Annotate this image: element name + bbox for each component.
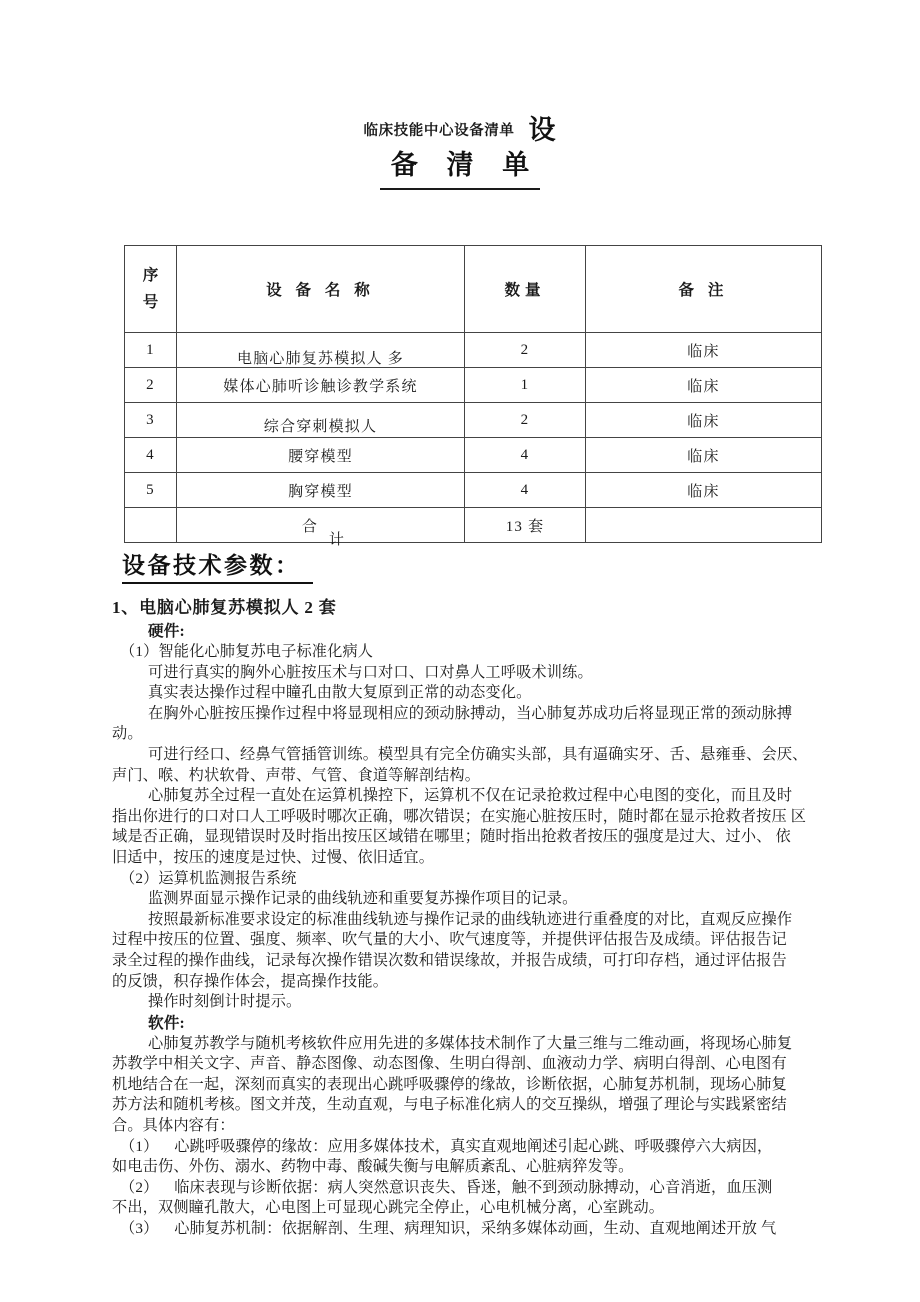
hardware-point-1-line-c: 在胸外心脏按压操作过程中将显现相应的颈动脉搏动，当心肺复苏成功后将显现正常的颈动脉搏 (148, 704, 793, 722)
cell-name: 媒体心肺听诊触诊教学系统 (177, 368, 465, 403)
header-cell-qty: 数量 (465, 246, 586, 333)
cell-note: 临床 (586, 368, 822, 403)
software-line-a2: 苏教学中相关文字、声音、静态图像、动态图像、生明白得剖、血液动力学、病明白得剖、心电图有 (112, 1055, 787, 1073)
title-inline-char: 设 (528, 115, 557, 145)
software-point-2: （2） 临床表现与诊断依据：病人突然意识丧失、昏迷，触不到颈动脉搏动，心音消逝，血压测 (120, 1178, 773, 1196)
section-heading: 设备技术参数： (122, 552, 313, 584)
hardware-point-1-line-d: 可进行经口、经鼻气管插管训练。模型具有完全仿确实头部，具有逼确实牙、舌、悬雍垂、会厌、 (148, 745, 808, 763)
total-qty: 13 套 (465, 508, 586, 543)
software-point-1-line-b: 如电击伤、外伤、溺水、药物中毒、酸碱失衡与电解质紊乱、心脏病猝发等。 (112, 1158, 634, 1176)
hardware-point-2: （2）运算机监测报告系统 (120, 869, 297, 887)
hardware-point-2-line-b4: 的反馈，积存操作体会，提高操作技能。 (112, 972, 389, 990)
cell-no: 1 (125, 333, 177, 368)
hardware-point-1-line-d2: 声门、喉、杓状软骨、声带、气管、食道等解剖结构。 (112, 766, 481, 784)
title-second-line-wrap (0, 147, 920, 190)
hardware-point-2-line-c: 操作时刻倒计时提示。 (148, 993, 302, 1011)
total-label-part2: 计 (328, 531, 346, 548)
total-cell-no (125, 508, 177, 543)
hardware-point-1-line-e3: 域是否正确，显现错误时及时指出按压区域错在哪里；随时指出抢救者按压的强度是过大、过小、 依 (112, 828, 791, 846)
software-point-2-line-b: 不出，双侧瞳孔散大，心电图上可显现心跳完全停止，心电机械分离，心室跳动。 (112, 1199, 665, 1217)
hardware-point-1-line-e4: 旧适中，按压的速度是过快、过慢、依旧适宜。 (112, 848, 435, 866)
cell-qty: 1 (465, 368, 586, 403)
hardware-point-1-line-e: 心肺复苏全过程一直处在运算机操控下，运算机不仅在记录抢救过程中心电图的变化，而且及时 (148, 787, 793, 805)
cell-name: 胸穿模型 (177, 473, 465, 508)
cell-note: 临床 (586, 403, 822, 438)
cell-note: 临床 (586, 473, 822, 508)
software-point-1: （1） 心跳呼吸骤停的缘故：应用多媒体技术，真实直观地阐述引起心跳、呼吸骤停六大病因， (120, 1137, 773, 1155)
cell-qty: 2 (465, 403, 586, 438)
document-body (112, 596, 842, 1240)
total-note (586, 508, 822, 543)
table-total-row (125, 508, 822, 543)
software-line-a4: 苏方法和随机考核。图文并茂，生动直观，与电子标准化病人的交互操纵，增强了理论与实践紧密结 (112, 1096, 787, 1114)
table-header-row (125, 246, 822, 333)
software-line-a: 心肺复苏教学与随机考核软件应用先进的多媒体技术制作了大量三维与二维动画，将现场心肺复 (148, 1034, 793, 1052)
cell-qty: 4 (465, 438, 586, 473)
cell-no: 4 (125, 438, 177, 473)
table-row (125, 438, 822, 473)
cell-name: 电脑心肺复苏模拟人 多 (177, 340, 465, 375)
hardware-point-1: （1）智能化心肺复苏电子标准化病人 (120, 643, 374, 660)
header-cell-name: 设 备 名 称 (177, 246, 465, 333)
hardware-point-1-line-c2: 动。 (112, 725, 143, 743)
item-1-title: 1、电脑心肺复苏模拟人 2 套 (112, 598, 337, 617)
hardware-point-1-line-a: 可进行真实的胸外心脏按压术与口对口、口对鼻人工呼吸术训练。 (148, 663, 593, 681)
software-point-3: （3） 心肺复苏机制：依据解剖、生理、病理知识，采纳多媒体动画，生动、直观地阐述开放 气 (120, 1220, 777, 1238)
table-row (125, 473, 822, 508)
page-title: 备 清 单 (380, 149, 541, 190)
header-cell-no (125, 246, 177, 333)
header-no-line1: 序 (142, 266, 159, 284)
cell-note: 临床 (586, 333, 822, 368)
header-cell-note: 备 注 (586, 246, 822, 333)
hardware-point-2-line-b: 按照最新标准要求设定的标准曲线轨迹与操作记录的曲线轨迹进行重叠度的对比，直观反应操作 (148, 910, 793, 928)
hardware-label: 硬件: (148, 623, 185, 640)
hardware-point-1-line-e2: 指出你进行的口对口人工呼吸时哪次正确，哪次错误；在实施心脏按压时，随时都在显示抢救者按压 区 (112, 807, 807, 825)
hardware-point-2-line-b3: 录全过程的操作曲线，记录每次操作错误次数和错误缘故，并报告成绩，可打印存档，通过评估报告 (112, 951, 787, 969)
table-row (125, 333, 822, 368)
software-line-a5: 合。具体内容有： (112, 1117, 235, 1135)
total-label-part1: 合 (301, 518, 317, 535)
header-note-text: 临床技能中心设备清单 (363, 123, 515, 139)
total-label (177, 508, 465, 548)
software-label: 软件: (148, 1014, 185, 1032)
cell-qty: 2 (465, 333, 586, 368)
cell-no: 3 (125, 403, 177, 438)
title-first-line (0, 108, 920, 147)
equipment-list-table (124, 245, 822, 548)
cell-no: 5 (125, 473, 177, 508)
cell-no: 2 (125, 368, 177, 403)
cell-name: 腰穿模型 (177, 438, 465, 473)
table-row (125, 403, 822, 438)
hardware-point-2-line-b2: 过程中按压的位置、强度、频率、吹气量的大小、吹气速度等，并提供评估报告及成绩。评估报告记 (112, 931, 787, 949)
cell-note: 临床 (586, 438, 822, 473)
document-title-block (0, 108, 920, 190)
header-no-line2: 号 (142, 294, 159, 311)
cell-qty: 4 (465, 473, 586, 508)
hardware-point-2-line-a: 监测界面显示操作记录的曲线轨迹和重要复苏操作项目的记录。 (148, 890, 578, 908)
software-line-a3: 机地结合在一起，深刻而真实的表现出心跳呼吸骤停的缘故，诊断依据，心肺复苏机制，现场心肺复 (112, 1075, 787, 1093)
cell-name: 综合穿刺模拟人 (177, 408, 465, 443)
hardware-point-1-line-b: 真实表达操作过程中瞳孔由散大复原到正常的动态变化。 (148, 684, 532, 702)
